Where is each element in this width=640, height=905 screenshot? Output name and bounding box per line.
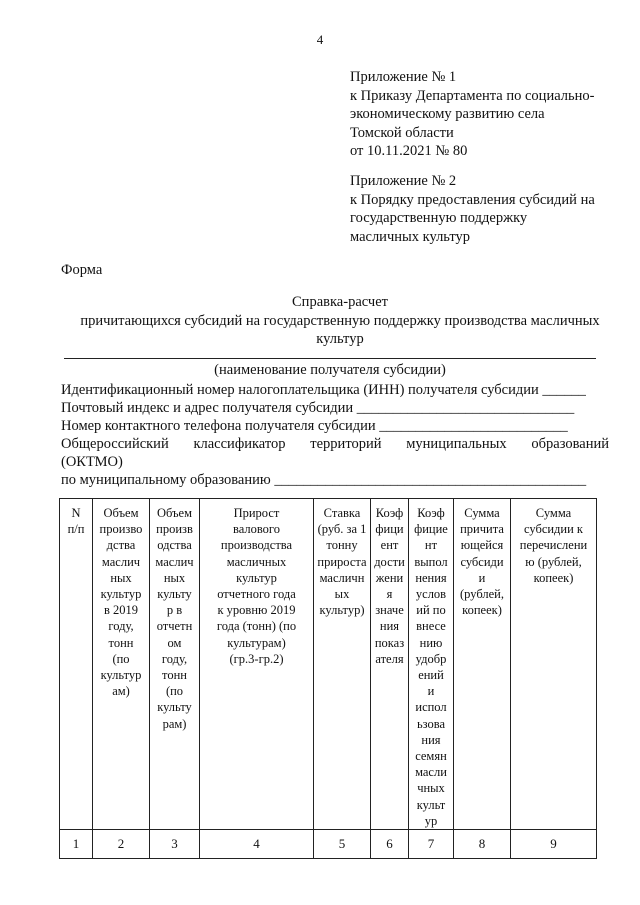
appendix-2-line: государственную поддержку (350, 210, 528, 227)
oktmo-word: классификатор (193, 436, 286, 452)
inn-field: Идентификационный номер налогоплательщика (ИНН) получателя субсидии ______ (61, 382, 586, 398)
oktmo-field (61, 435, 609, 472)
header-cell: Объем произв одства маслич ных культу р в отчетн ом году, тонн (по культу рам) (150, 499, 200, 830)
appendix-1-line: Приложение № 1 (350, 69, 457, 85)
column-number: 7 (409, 830, 454, 859)
appendix-2-line: Приложение № 2 (350, 173, 457, 189)
column-number: 5 (314, 830, 371, 859)
header-cell: Сумма причита ющейся субсиди и (рублей, копеек) (454, 499, 511, 830)
oktmo-word: Общероссийский (61, 436, 169, 452)
appendix-1-line: экономическому развитию села (350, 106, 545, 123)
header-cell: Коэф фицие нт выпол нения услов ий по внесе нию удобр ений и испол ьзова ния семян масли чных культ ур (409, 499, 454, 830)
oktmo-line-1 (61, 435, 609, 453)
appendix-2-line: к Порядку предоставления субсидий на (350, 191, 595, 208)
table-header-row (60, 499, 597, 830)
column-number: 1 (60, 830, 93, 859)
header-cell: Прирост валового производства масличных культур отчетного года к уровню 2019 года (тонн) (по культурам) (гр.3-гр.2) (200, 499, 314, 830)
header-cell: N п/п (60, 499, 93, 830)
column-number: 3 (150, 830, 200, 859)
header-cell: Коэф фици ент дости жени я значе ния показ ателя (371, 499, 409, 830)
appendix-1-line: к Приказу Департамента по социально- (350, 87, 595, 104)
appendix-1-line: Томской области (350, 124, 454, 141)
appendix-1-block (350, 68, 620, 161)
title-line-1: Справка-расчет (292, 294, 388, 310)
recipient-name-line (64, 358, 596, 359)
phone-field: Номер контактного телефона получателя субсидии __________________________ (61, 418, 568, 434)
appendix-2-line: масличных культур (350, 228, 471, 245)
page-number: 4 (316, 32, 324, 47)
appendix-1-line: от 10.11.2021 № 80 (350, 143, 468, 160)
oktmo-word: образований (531, 436, 609, 452)
header-cell: Сумма субсидии к перечислени ю (рублей, копеек) (511, 499, 597, 830)
oktmo-word: муниципальных (406, 436, 507, 452)
column-number: 2 (93, 830, 150, 859)
address-field: Почтовый индекс и адрес получателя субсидии ______________________________ (61, 400, 575, 416)
document-title (40, 293, 640, 349)
column-number: 9 (511, 830, 597, 859)
column-number: 6 (371, 830, 409, 859)
recipient-name-caption: (наименование получателя субсидии) (214, 362, 446, 378)
column-number: 4 (200, 830, 314, 859)
oktmo-word: территорий (310, 436, 382, 452)
title-line-3: культур (316, 331, 364, 348)
title-line-2: причитающихся субсидий на государственную поддержку производства масличных (80, 312, 600, 329)
header-cell: Объем произво дства маслич ных культур в 2019 году, тонн (по культур ам) (93, 499, 150, 830)
column-number: 8 (454, 830, 511, 859)
oktmo-line-2: (ОКТМО) (61, 454, 123, 471)
appendix-2-block (350, 172, 620, 246)
form-label: Форма (61, 262, 103, 278)
header-cell: Ставка (руб. за 1 тонну прироста масличн ых культур) (314, 499, 371, 830)
subsidy-table (59, 498, 597, 859)
table-number-row (60, 830, 597, 859)
municipality-field: по муниципальному образованию ___________________________________________ (61, 472, 587, 488)
